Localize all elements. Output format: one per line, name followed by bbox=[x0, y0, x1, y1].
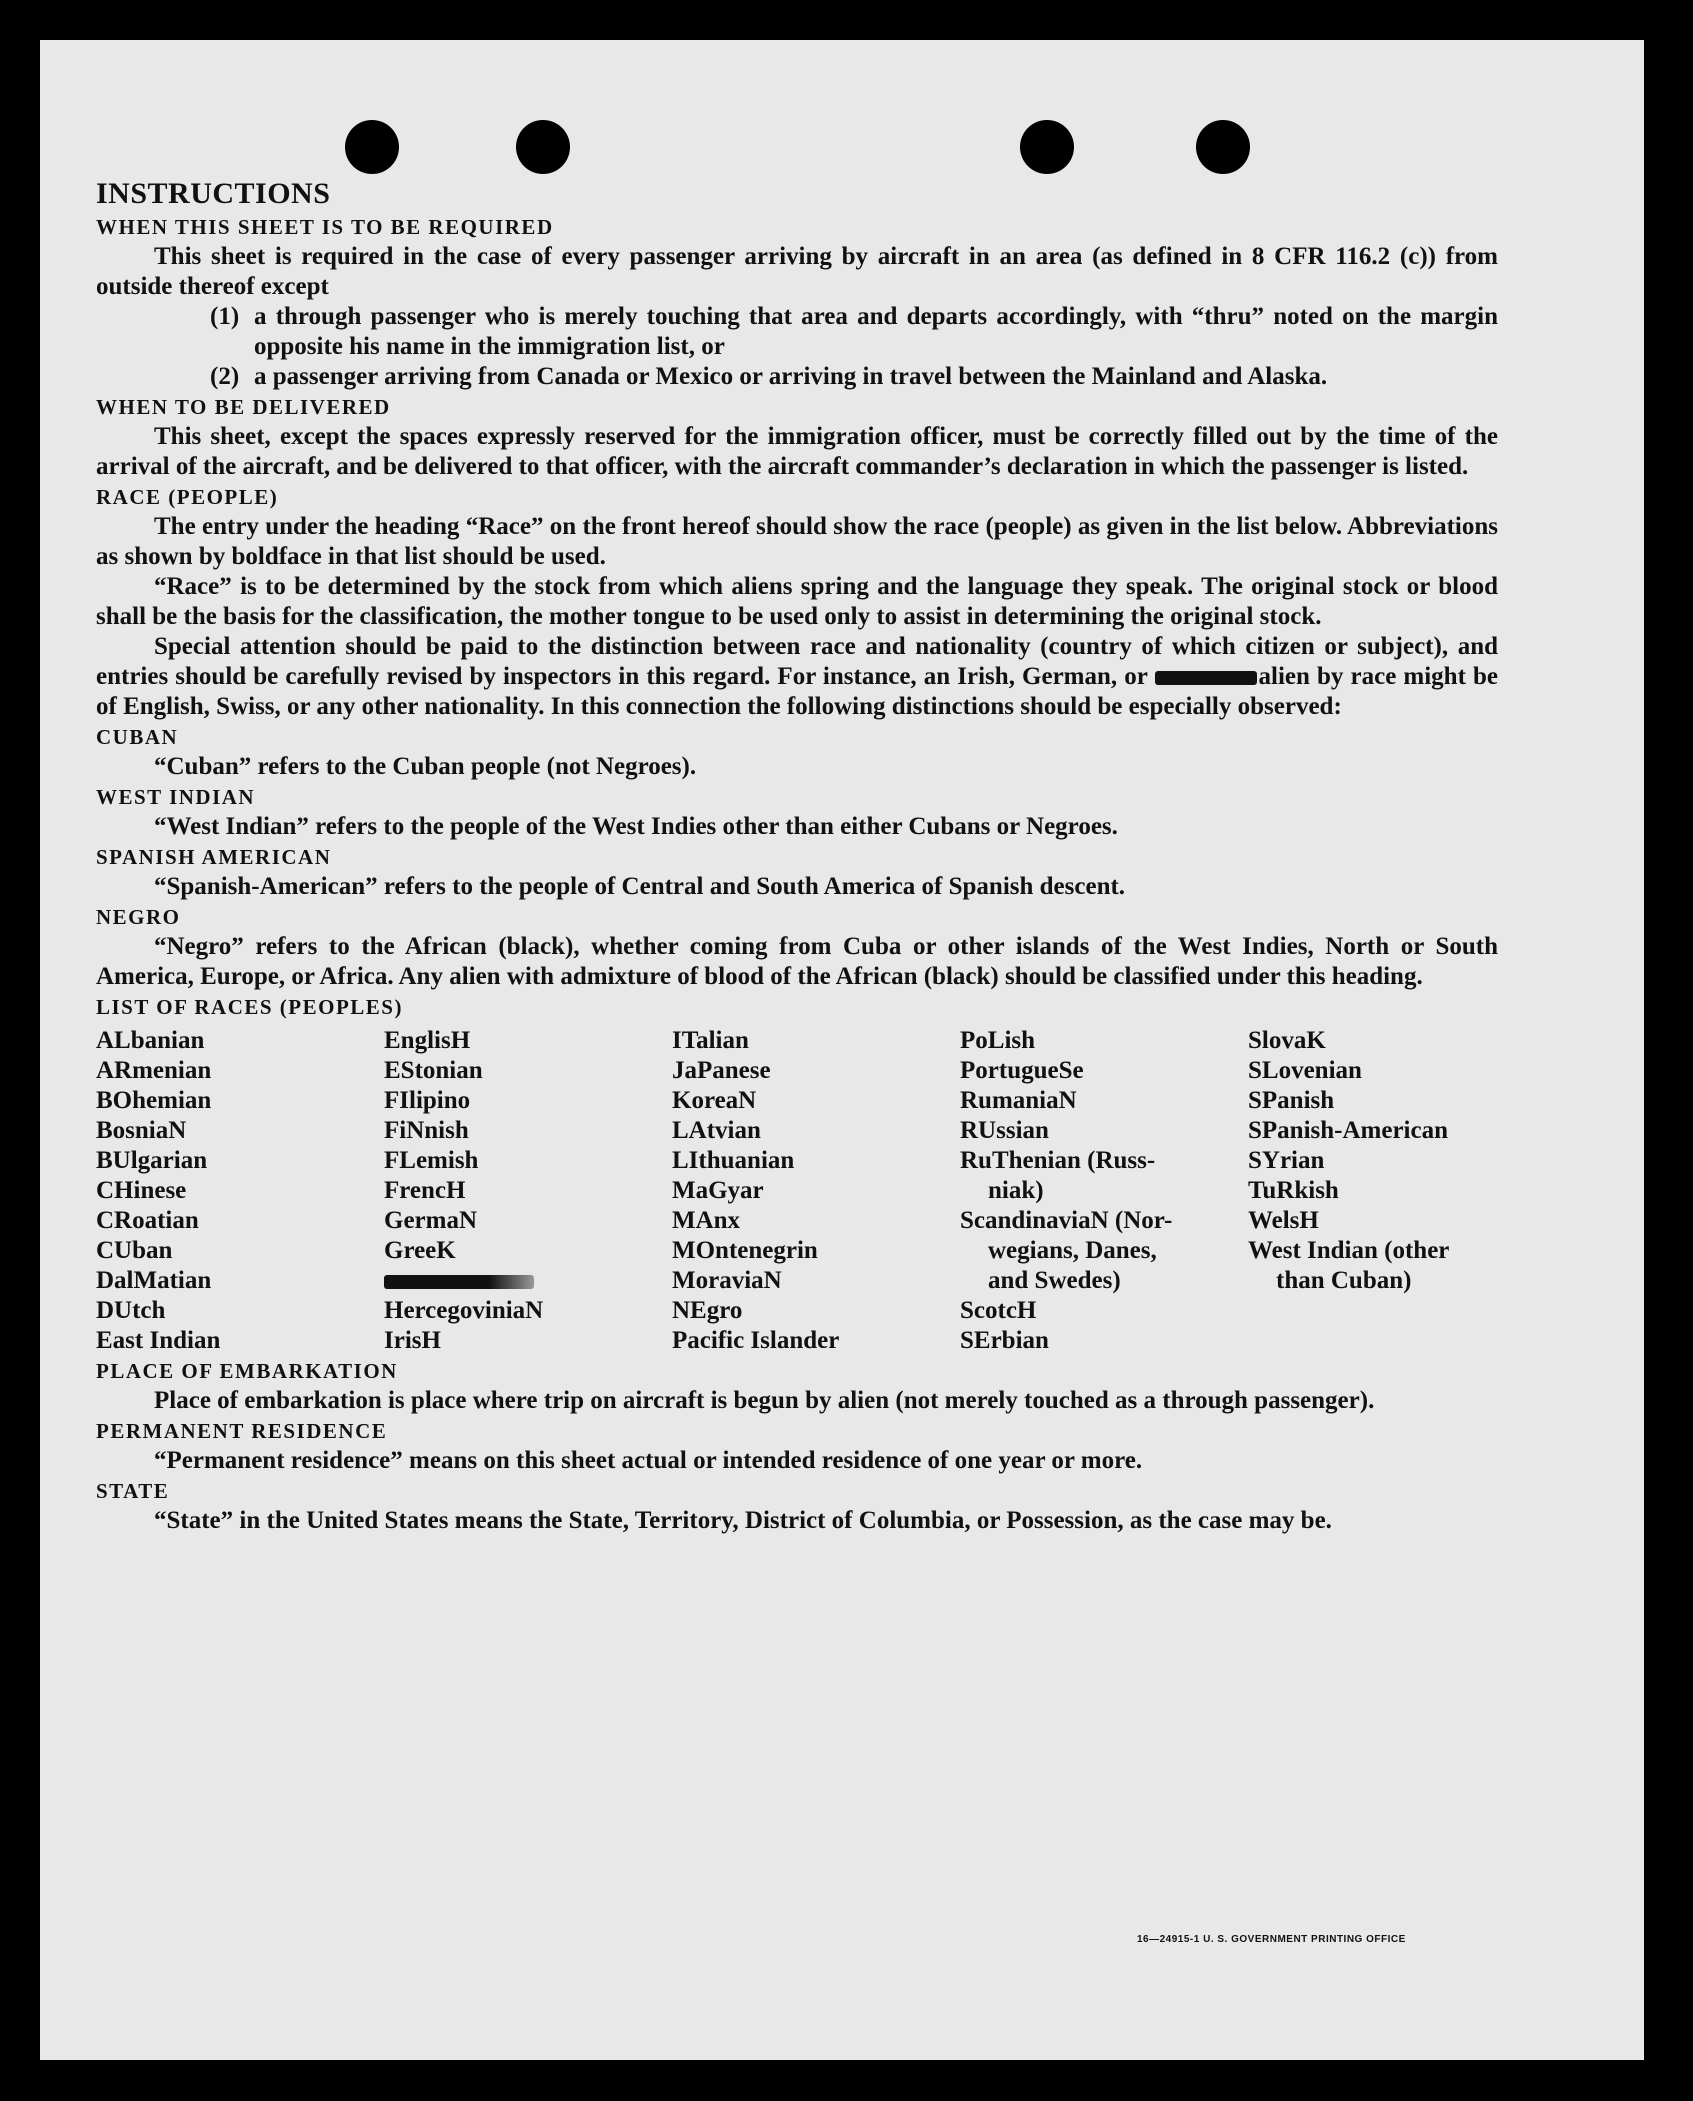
list-item: (1) a through passenger who is merely touching that area and departs accordingly, with “thru” noted on the margin opposite his name in the immigration list, or bbox=[210, 303, 1498, 360]
race-item: JaPanese bbox=[672, 1057, 771, 1084]
section-heading: NEGRO bbox=[96, 905, 181, 929]
redacted-race-item bbox=[384, 1266, 672, 1296]
race-column bbox=[1248, 1026, 1498, 1356]
section-heading: WEST INDIAN bbox=[96, 785, 256, 809]
paragraph: Special attention should be paid to the distinction between race and nationality (country of which citizen or subject), and entries should be carefully revised by inspectors in this regard. For instance, an Irish, German, or alien by race might be of English, Swiss, or any other nationality. In this connection the following distinctions should be especially observed: bbox=[96, 633, 1498, 720]
punch-hole bbox=[345, 120, 399, 174]
race-item: LAtvian bbox=[672, 1117, 761, 1144]
paragraph: “Race” is to be determined by the stock from which aliens spring and the language they speak. The original stock or blood shall be the basis for the classification, the mother tongue to be used only to assist in determining the original stock. bbox=[96, 573, 1498, 630]
redaction-mark bbox=[384, 1275, 534, 1289]
race-item: RumaniaN bbox=[960, 1087, 1077, 1114]
race-column bbox=[960, 1026, 1248, 1356]
race-item: MOntenegrin bbox=[672, 1237, 818, 1264]
redaction-mark bbox=[1155, 671, 1257, 685]
race-item: SPanish-American bbox=[1248, 1117, 1448, 1144]
race-item: East Indian bbox=[96, 1327, 221, 1354]
section-heading: WHEN TO BE DELIVERED bbox=[96, 395, 391, 419]
race-item: FiNnish bbox=[384, 1117, 469, 1144]
race-item: DalMatian bbox=[96, 1267, 212, 1294]
section-heading: PLACE OF EMBARKATION bbox=[96, 1359, 398, 1383]
race-item: CHinese bbox=[96, 1177, 187, 1204]
race-item: BosniaN bbox=[96, 1117, 187, 1144]
race-item: CRoatian bbox=[96, 1207, 199, 1234]
page-title: INSTRUCTIONS bbox=[96, 177, 331, 210]
race-item: KoreaN bbox=[672, 1087, 757, 1114]
paragraph: This sheet, except the spaces expressly reserved for the immigration officer, must be correctly filled out by the time of the arrival of the aircraft, and be delivered to that officer, with the aircraft commander’s declaration in which the passenger is listed. bbox=[96, 423, 1498, 480]
race-item: FIlipino bbox=[384, 1087, 471, 1114]
race-item: PoLish bbox=[960, 1027, 1036, 1054]
section-heading: SPANISH AMERICAN bbox=[96, 845, 332, 869]
race-item: MoraviaN bbox=[672, 1267, 782, 1294]
race-item: FrencH bbox=[384, 1177, 466, 1204]
race-item: GreeK bbox=[384, 1237, 456, 1264]
race-item: than Cuban) bbox=[1276, 1267, 1412, 1294]
race-item: SPanish bbox=[1248, 1087, 1335, 1114]
punch-hole bbox=[516, 120, 570, 174]
race-item: DUtch bbox=[96, 1297, 166, 1324]
race-column bbox=[96, 1026, 384, 1356]
race-item: NEgro bbox=[672, 1297, 743, 1324]
race-item: wegians, Danes, bbox=[988, 1237, 1157, 1264]
race-item: niak) bbox=[988, 1177, 1044, 1204]
race-column bbox=[384, 1026, 672, 1356]
race-item: SLovenian bbox=[1248, 1057, 1362, 1084]
race-item: SErbian bbox=[960, 1327, 1049, 1354]
race-item: ALbanian bbox=[96, 1027, 205, 1054]
paragraph: “Negro” refers to the African (black), whether coming from Cuba or other islands of the West Indies, North or South America, Europe, or Africa. Any alien with admixture of blood of the African (black) should be classified under this heading. bbox=[96, 933, 1498, 990]
paragraph: “State” in the United States means the State, Territory, District of Columbia, or Possession, as the case may be. bbox=[154, 1507, 1332, 1534]
race-item: WelsH bbox=[1248, 1207, 1319, 1234]
race-item: PortugueSe bbox=[960, 1057, 1084, 1084]
race-item: BUlgarian bbox=[96, 1147, 208, 1174]
race-item: BOhemian bbox=[96, 1087, 212, 1114]
paragraph: “West Indian” refers to the people of the West Indies other than either Cubans or Negroes. bbox=[154, 813, 1118, 840]
race-item: SYrian bbox=[1248, 1147, 1325, 1174]
race-item: GermaN bbox=[384, 1207, 478, 1234]
paragraph: “Permanent residence” means on this sheet actual or intended residence of one year or more. bbox=[154, 1447, 1143, 1474]
section-heading: PERMANENT RESIDENCE bbox=[96, 1419, 388, 1443]
race-item: ARmenian bbox=[96, 1057, 212, 1084]
race-item: ScandinaviaN (Nor- bbox=[960, 1207, 1173, 1234]
race-item: and Swedes) bbox=[988, 1267, 1121, 1294]
section-heading: CUBAN bbox=[96, 725, 179, 749]
race-item: West Indian (other bbox=[1248, 1237, 1450, 1264]
race-item: ITalian bbox=[672, 1027, 749, 1054]
punch-hole bbox=[1020, 120, 1074, 174]
race-item: MAnx bbox=[672, 1207, 741, 1234]
paragraph: This sheet is required in the case of every passenger arriving by aircraft in an area (as defined in 8 CFR 116.2 (c)) from outside thereof except bbox=[96, 243, 1498, 300]
printer-footer: 16—24915-1 U. S. GOVERNMENT PRINTING OFFICE bbox=[1137, 1934, 1406, 1945]
race-item: SlovaK bbox=[1248, 1027, 1326, 1054]
paragraph: “Spanish-American” refers to the people of Central and South America of Spanish descent. bbox=[154, 873, 1126, 900]
race-list bbox=[96, 1026, 1498, 1356]
section-heading: LIST OF RACES (PEOPLES) bbox=[96, 995, 403, 1019]
race-item: EStonian bbox=[384, 1057, 483, 1084]
race-item: ScotcH bbox=[960, 1297, 1037, 1324]
section-heading: STATE bbox=[96, 1479, 170, 1503]
race-item: EnglisH bbox=[384, 1027, 471, 1054]
paragraph: “Cuban” refers to the Cuban people (not Negroes). bbox=[154, 753, 697, 780]
race-item: MaGyar bbox=[672, 1177, 764, 1204]
race-item: Pacific Islander bbox=[672, 1327, 840, 1354]
race-item: HercegoviniaN bbox=[384, 1297, 544, 1324]
race-item: CUban bbox=[96, 1237, 173, 1264]
section-heading: RACE (PEOPLE) bbox=[96, 485, 279, 509]
race-column bbox=[672, 1026, 960, 1356]
race-item: RuThenian (Russ- bbox=[960, 1147, 1156, 1174]
race-item: FLemish bbox=[384, 1147, 479, 1174]
list-item: (2) a passenger arriving from Canada or Mexico or arriving in travel between the Mainland and Alaska. bbox=[210, 363, 1328, 390]
paragraph: The entry under the heading “Race” on the front hereof should show the race (people) as given in the list below. Abbreviations as shown by boldface in that list should be used. bbox=[96, 513, 1498, 570]
instructions-body bbox=[96, 176, 1498, 1536]
race-item: LIthuanian bbox=[672, 1147, 795, 1174]
paragraph: Place of embarkation is place where trip on aircraft is begun by alien (not merely touched as a through passenger). bbox=[154, 1387, 1375, 1414]
race-item: RUssian bbox=[960, 1117, 1049, 1144]
punch-hole bbox=[1196, 120, 1250, 174]
race-item: IrisH bbox=[384, 1327, 441, 1354]
section-heading: WHEN THIS SHEET IS TO BE REQUIRED bbox=[96, 215, 554, 239]
race-item: TuRkish bbox=[1248, 1177, 1339, 1204]
